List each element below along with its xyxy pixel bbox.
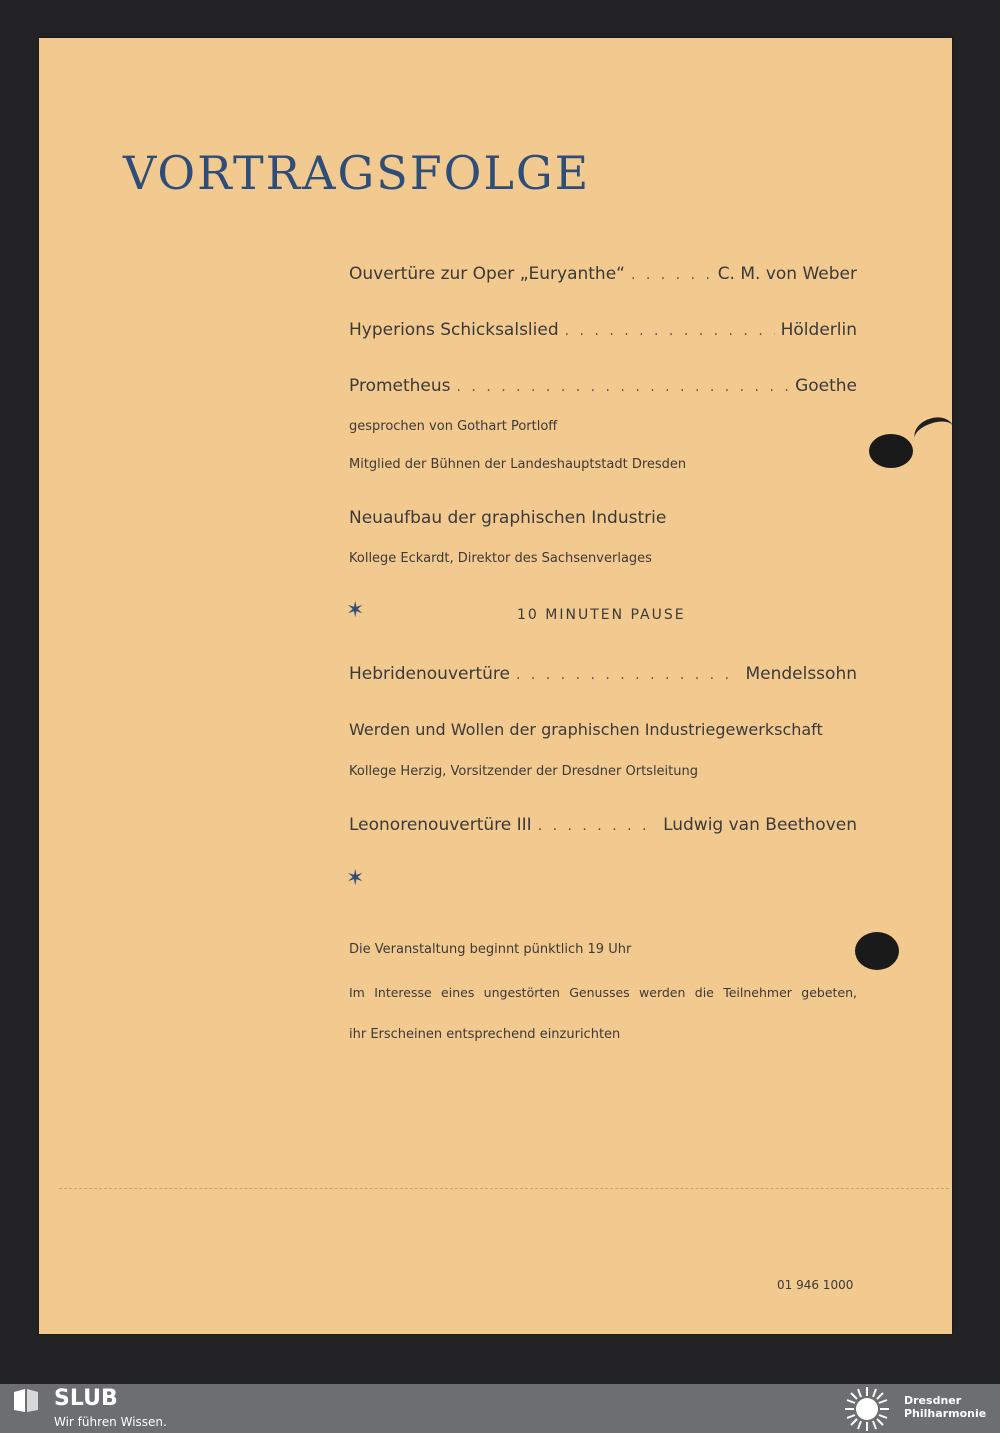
program-item-3 [349, 376, 857, 396]
speaker-note: gesprochen von Gothart Portloff [349, 419, 558, 434]
leader-dots [457, 379, 790, 395]
program-item-5 [349, 664, 857, 684]
item-title: Neuaufbau der graphischen Industrie [349, 508, 667, 528]
footer-bar [0, 1384, 1000, 1433]
program-item-6 [349, 720, 857, 739]
note-request-cont: ihr Erscheinen entsprechend einzurichten [349, 1027, 621, 1042]
item-title: Hyperions Schicksalslied [349, 320, 559, 340]
speaker-note: Kollege Eckardt, Direktor des Sachsenverlages [349, 551, 652, 566]
leader-dots [631, 267, 712, 283]
perforation-line [59, 1188, 949, 1189]
program-item-7 [349, 815, 857, 835]
program-sheet [39, 38, 952, 1334]
leader-dots [516, 667, 739, 683]
star-icon: ✶ [346, 866, 365, 891]
item-title: Hebridenouvertüre [349, 664, 510, 684]
item-author: Mendelssohn [745, 664, 857, 684]
program-title: VORTRAGSFOLGE [123, 146, 591, 200]
item-author: Hölderlin [780, 320, 857, 340]
item-author: Ludwig van Beethoven [663, 815, 857, 835]
partner-name [904, 1394, 986, 1420]
punch-hole [855, 932, 899, 970]
leader-dots [538, 818, 657, 834]
book-icon [12, 1388, 40, 1414]
speaker-note: Kollege Herzig, Vorsitzender der Dresdner Ortsleitung [349, 764, 698, 779]
partner-line-2: Philharmonie [904, 1407, 987, 1420]
binding-string [910, 413, 957, 453]
program-item-4 [349, 508, 857, 528]
philharmonie-logo-icon [842, 1385, 892, 1433]
note-request: Im Interesse eines ungestörten Genusses werden die Teilnehmer gebeten, [349, 985, 857, 1000]
note-start-time: Die Veranstaltung beginnt pünktlich 19 Uhr [349, 942, 632, 957]
leader-dots [565, 323, 775, 339]
program-item-2 [349, 320, 857, 340]
item-author: Goethe [795, 376, 857, 396]
print-code: 01 946 1000 [777, 1278, 854, 1292]
speaker-affiliation: Mitglied der Bühnen der Landeshauptstadt Dresden [349, 457, 687, 472]
punch-hole [869, 434, 913, 468]
slub-name: SLUB [54, 1386, 118, 1411]
slub-tagline: Wir führen Wissen. [54, 1415, 167, 1429]
partner-line-1: Dresdner [904, 1394, 962, 1407]
item-title: Ouvertüre zur Oper „Euryanthe“ [349, 264, 625, 284]
item-title: Leonorenouvertüre III [349, 815, 532, 835]
item-title: Werden und Wollen der graphischen Industriegewerkschaft [349, 720, 823, 739]
star-icon: ✶ [346, 598, 365, 623]
item-title: Prometheus [349, 376, 451, 396]
pause-label: 10 MINUTEN PAUSE [517, 607, 686, 623]
item-author: C. M. von Weber [717, 264, 857, 284]
program-item-1 [349, 264, 857, 284]
